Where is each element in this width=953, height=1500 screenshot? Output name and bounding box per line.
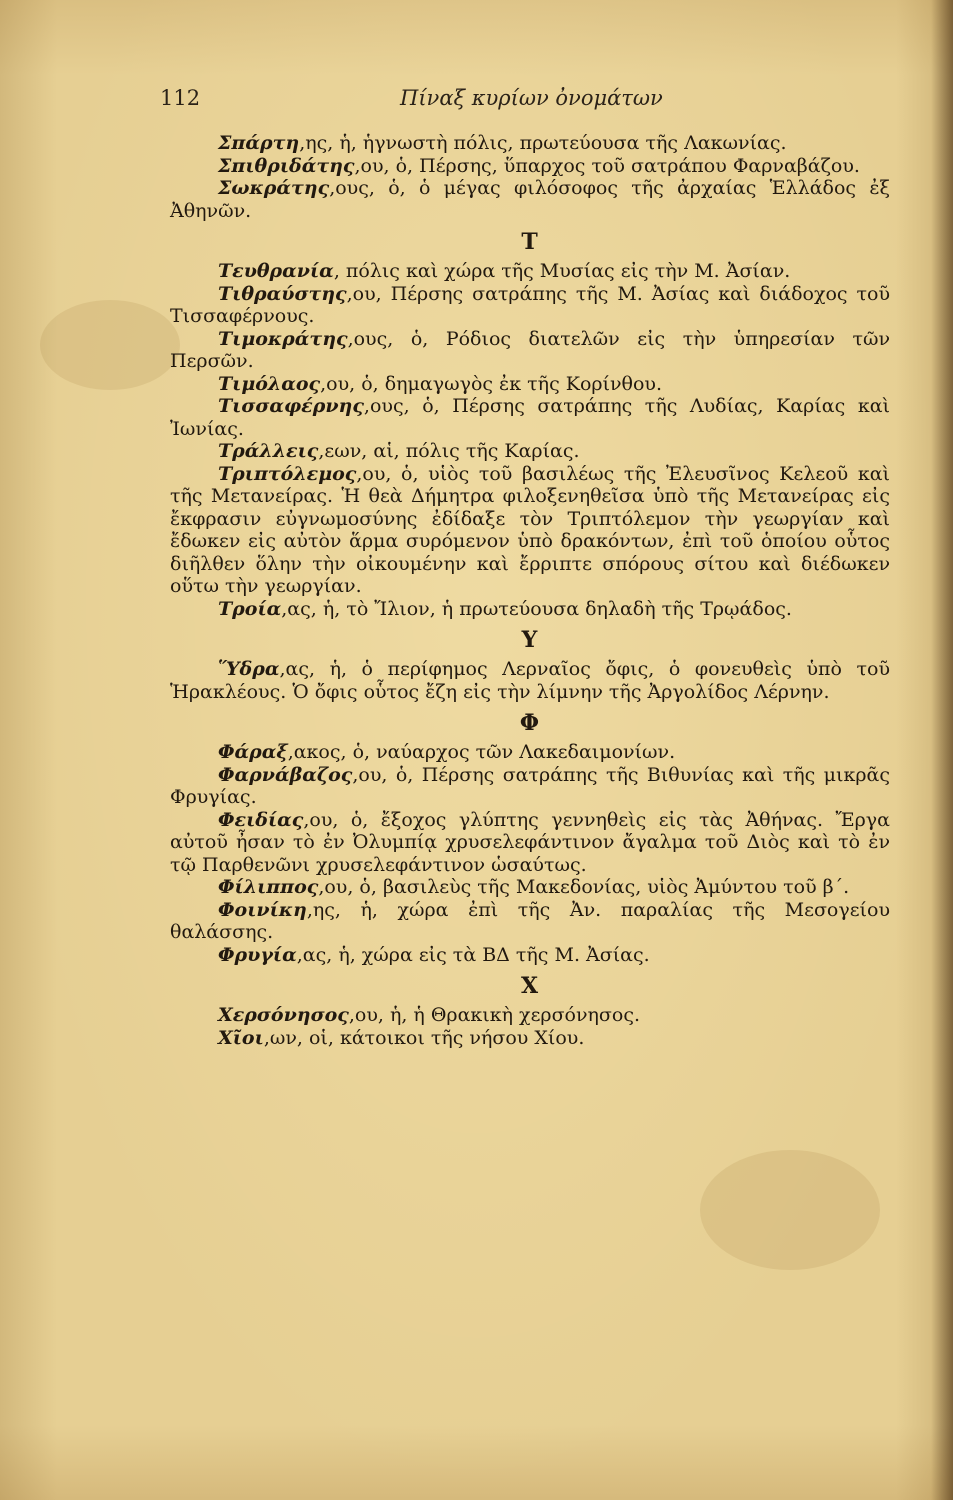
entry-headword: Φίλιππος — [218, 876, 319, 898]
entry-definition: ,ου, ἡ, ἡ Θρακικὴ χερσόνησος. — [348, 1004, 641, 1026]
index-entry — [170, 373, 890, 396]
entry-definition: ,ακος, ὁ, ναύαρχος τῶν Λακεδαιμονίων. — [287, 741, 676, 763]
entry-headword: Τιμόλαος — [218, 372, 321, 395]
entry-headword: Φοινίκη — [218, 898, 307, 921]
entry-headword: Φρυγία — [218, 943, 297, 966]
entry-headword: Τευθρανία — [218, 260, 334, 282]
index-entry — [170, 658, 890, 703]
index-entry — [170, 395, 890, 440]
index-entry — [170, 876, 890, 899]
entry-definition: ,ου, ὁ, βασιλεὺς τῆς Μακεδονίας, υἱὸς Ἀμύντου τοῦ β΄. — [318, 876, 850, 898]
entry-definition: ,ας, ἡ, τὸ Ἴλιον, ἡ πρωτεύουσα δηλαδὴ τῆς Τρῳάδος. — [281, 597, 792, 620]
entry-definition: ,ου, Πέρσης σατράπης τῆς Μ. Ἀσίας καὶ διάδοχος τοῦ Τισσαφέρνους. — [170, 282, 890, 327]
entry-headword: Τισσαφέρνης — [218, 395, 364, 417]
index-entry — [170, 764, 890, 809]
section-letter: Υ — [521, 627, 539, 653]
entry-definition: ,ης, ἡ, ἡγνωστὴ πόλις, πρωτεύουσα τῆς Λακωνίας. — [299, 132, 787, 154]
running-title: Πίναξ κυρίων ὀνομάτων — [400, 86, 663, 110]
page-number: 112 — [160, 86, 201, 110]
index-entry — [170, 283, 890, 328]
entry-headword: Χῖοι — [218, 1026, 264, 1049]
entry-definition: , πόλις καὶ χώρα τῆς Μυσίας εἰς τὴν Μ. Ἀσίαν. — [333, 260, 791, 282]
entry-definition: ,ου, ὁ, ἔξοχος γλύπτης γεννηθεὶς εἰς τὰς Ἀθήνας. Ἔργα αὐτοῦ ἦσαν τὸ ἐν Ὀλυμπίᾳ χρυσελεφάντινον ἄγαλμα τοῦ Διὸς καὶ τὸ ἐν τῷ Παρθενῶνι χρυσελεφάντινον ὡσαύτως. — [170, 808, 890, 876]
index-entry — [170, 1004, 890, 1027]
entry-headword: Σπιθριδάτης — [218, 154, 355, 177]
entry-headword: Φάραξ — [218, 741, 288, 763]
index-entry — [170, 598, 890, 621]
entry-definition: ,ους, ὁ, ὁ μέγας φιλόσοφος τῆς ἀρχαίας Ἑλλάδος ἐξ Ἀθηνῶν. — [170, 177, 890, 222]
entry-headword: Ὕδρα — [218, 658, 280, 680]
entry-definition: ,ου, ὁ, Πέρσης σατράπης τῆς Βιθυνίας καὶ τῆς μικρᾶς Φρυγίας. — [170, 763, 890, 808]
index-entry — [170, 741, 890, 764]
entry-headword: Χερσόνησος — [218, 1004, 349, 1026]
section-letter: Φ — [519, 710, 541, 736]
index-entry — [170, 1027, 890, 1050]
index-entry — [170, 440, 890, 463]
entry-headword: Σωκράτης — [218, 177, 330, 199]
entry-definition: ,ου, ὁ, δημαγωγὸς ἐκ τῆς Κορίνθου. — [320, 372, 663, 395]
entry-headword: Φειδίας — [218, 808, 304, 831]
entry-definition: ,ας, ἡ, ὁ περίφημος Λερναῖος ὄφις, ὁ φονευθεὶς ὑπὸ τοῦ Ἡρακλέους. Ὁ ὄφις οὗτος ἔζη εἰς τὴν λίμνην τῆς Ἀργολίδος Λέρνην. — [170, 658, 890, 703]
index-entry — [170, 328, 890, 373]
entry-definition: ,ου, ὁ, Πέρσης, ὕπαρχος τοῦ σατράπου Φαρναβάζου. — [354, 154, 860, 177]
entry-definition: ,ων, οἱ, κάτοικοι τῆς νήσου Χίου. — [263, 1026, 585, 1049]
index-entry — [170, 463, 890, 598]
section-letter: Τ — [521, 229, 539, 255]
entry-headword: Τριπτόλεμος — [218, 462, 357, 485]
page-edge-shadow — [931, 0, 953, 1500]
index-entry — [170, 944, 890, 967]
page-header — [160, 80, 700, 116]
entry-headword: Τροία — [218, 597, 282, 620]
paper-stain — [40, 300, 180, 390]
entry-definition: ,ους, ὁ, Πέρσης σατράπης τῆς Λυδίας, Καρίας καὶ Ἰωνίας. — [170, 395, 890, 440]
entry-definition: ,ας, ἡ, χώρα εἰς τὰ ΒΔ τῆς Μ. Ἀσίας. — [296, 943, 650, 966]
entry-headword: Φαρνάβαζος — [218, 763, 353, 786]
index-entry — [170, 155, 890, 178]
index-content — [170, 132, 890, 1049]
index-entry — [170, 899, 890, 944]
section-letter: Χ — [520, 973, 540, 999]
index-entry — [170, 809, 890, 877]
index-entry — [170, 132, 890, 155]
entry-headword: Τιμοκράτης — [218, 327, 348, 350]
entry-headword: Τράλλεις — [218, 440, 319, 462]
entry-definition: ,εων, αἱ, πόλις τῆς Καρίας. — [318, 440, 580, 462]
entry-definition: ,ης, ἡ, χώρα ἐπὶ τῆς Ἀν. παραλίας τῆς Μεσογείου θαλάσσης. — [170, 898, 890, 943]
entry-definition: ,ους, ὁ, Ρόδιος διατελῶν εἰς τὴν ὑπηρεσίαν τῶν Περσῶν. — [170, 327, 890, 372]
entry-headword: Τιθραύστης — [218, 282, 347, 305]
index-entry — [170, 177, 890, 222]
index-entry — [170, 260, 890, 283]
entry-headword: Σπάρτη — [218, 132, 300, 154]
entry-definition: ,ου, ὁ, υἱὸς τοῦ βασιλέως τῆς Ἐλευσῖνος Κελεοῦ καὶ τῆς Μετανείρας. Ἡ θεὰ Δήμητρα φιλοξενηθεῖσα ὑπὸ τῆς Μετανείρας εἰς ἔκφρασιν εὐγνωμοσύνης ἐδίδαξε τὸν Τριπτόλεμον τὴν γεωργίαν καὶ ἔδωκεν εἰς αὐτὸν ἅρμα συρόμενον ὑπὸ δρακόντων, ἐπὶ τοῦ ὁποίου οὗτος διῆλθεν ὅλην τὴν οἰκουμένην καὶ ἔρριπτε σπόρους σίτου καὶ διέδωκεν οὕτω τὴν γεωργίαν. — [170, 462, 890, 597]
paper-stain — [700, 1150, 880, 1270]
